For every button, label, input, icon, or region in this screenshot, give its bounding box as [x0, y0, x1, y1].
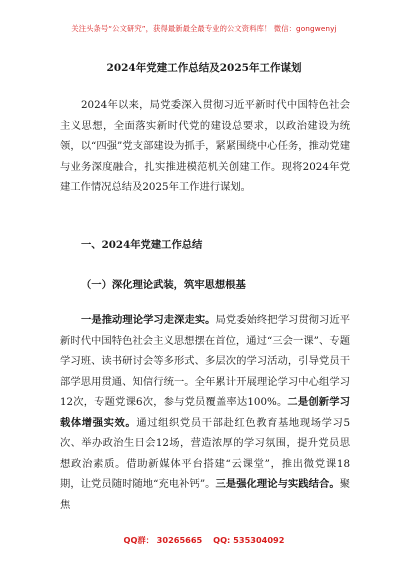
footer-qq-group: QQ群： 30265665	[123, 535, 203, 545]
footer-contact	[0, 535, 408, 546]
document-title: 2024年党建工作总结及2025年工作谋划	[106, 62, 302, 74]
section-heading-1: 一、2024年党建工作总结	[81, 239, 203, 251]
lead-point-1: 一是推动理论学习走深走实。	[81, 314, 216, 326]
lead-point-3: 三是强化理论与实践结合。	[215, 478, 340, 490]
subsection-heading-1: （一）深化理论武装，筑牢思想根基	[81, 279, 246, 291]
point-2-text: 通过组织党员干部赴红色教育基地现场学习5次、举办政治生日会12场，营造浓厚的学习氛围，提升党员思想政治素质。借助新媒体平台搭建“云课堂”，推出微党课18期，让党员随时随地“充电补钙”。	[60, 416, 350, 490]
intro-paragraph: 2024年以来，局党委深入贯彻习近平新时代中国特色社会主义思想，全面落实新时代党的建设总要求，以政治建设为统领，以“四强”党支部建设为抓手，紧紧围绕中心任务，推动党建与业务深度融合，扎实推进模范机关创建工作。现将2024年党建工作情况总结及2025年工作进行谋划。	[60, 99, 350, 193]
footer-qq-number: QQ: 535304092	[213, 535, 285, 545]
point-3-text: 聚焦	[60, 478, 350, 511]
lead-point-2: 二是创新学习载体增强实效。	[60, 396, 351, 429]
point-1-text: 局党委始终把学习贯彻习近平新时代中国特色社会主义思想摆在首位，通过“三会一课”、专题学习班、读书研讨会等多形式、多层次的学习活动，引导党员干部学思用贯通、知信行统一。全年累计开展理论学习中心组学习12次，专题党课6次，参与党员覆盖率达100%。	[60, 314, 351, 408]
header-banner: 关注头条号“公文研究”，获得最新最全最专业的公文资料库！ 微信：gongwenyj	[71, 24, 337, 33]
body-paragraph-1	[60, 310, 350, 515]
